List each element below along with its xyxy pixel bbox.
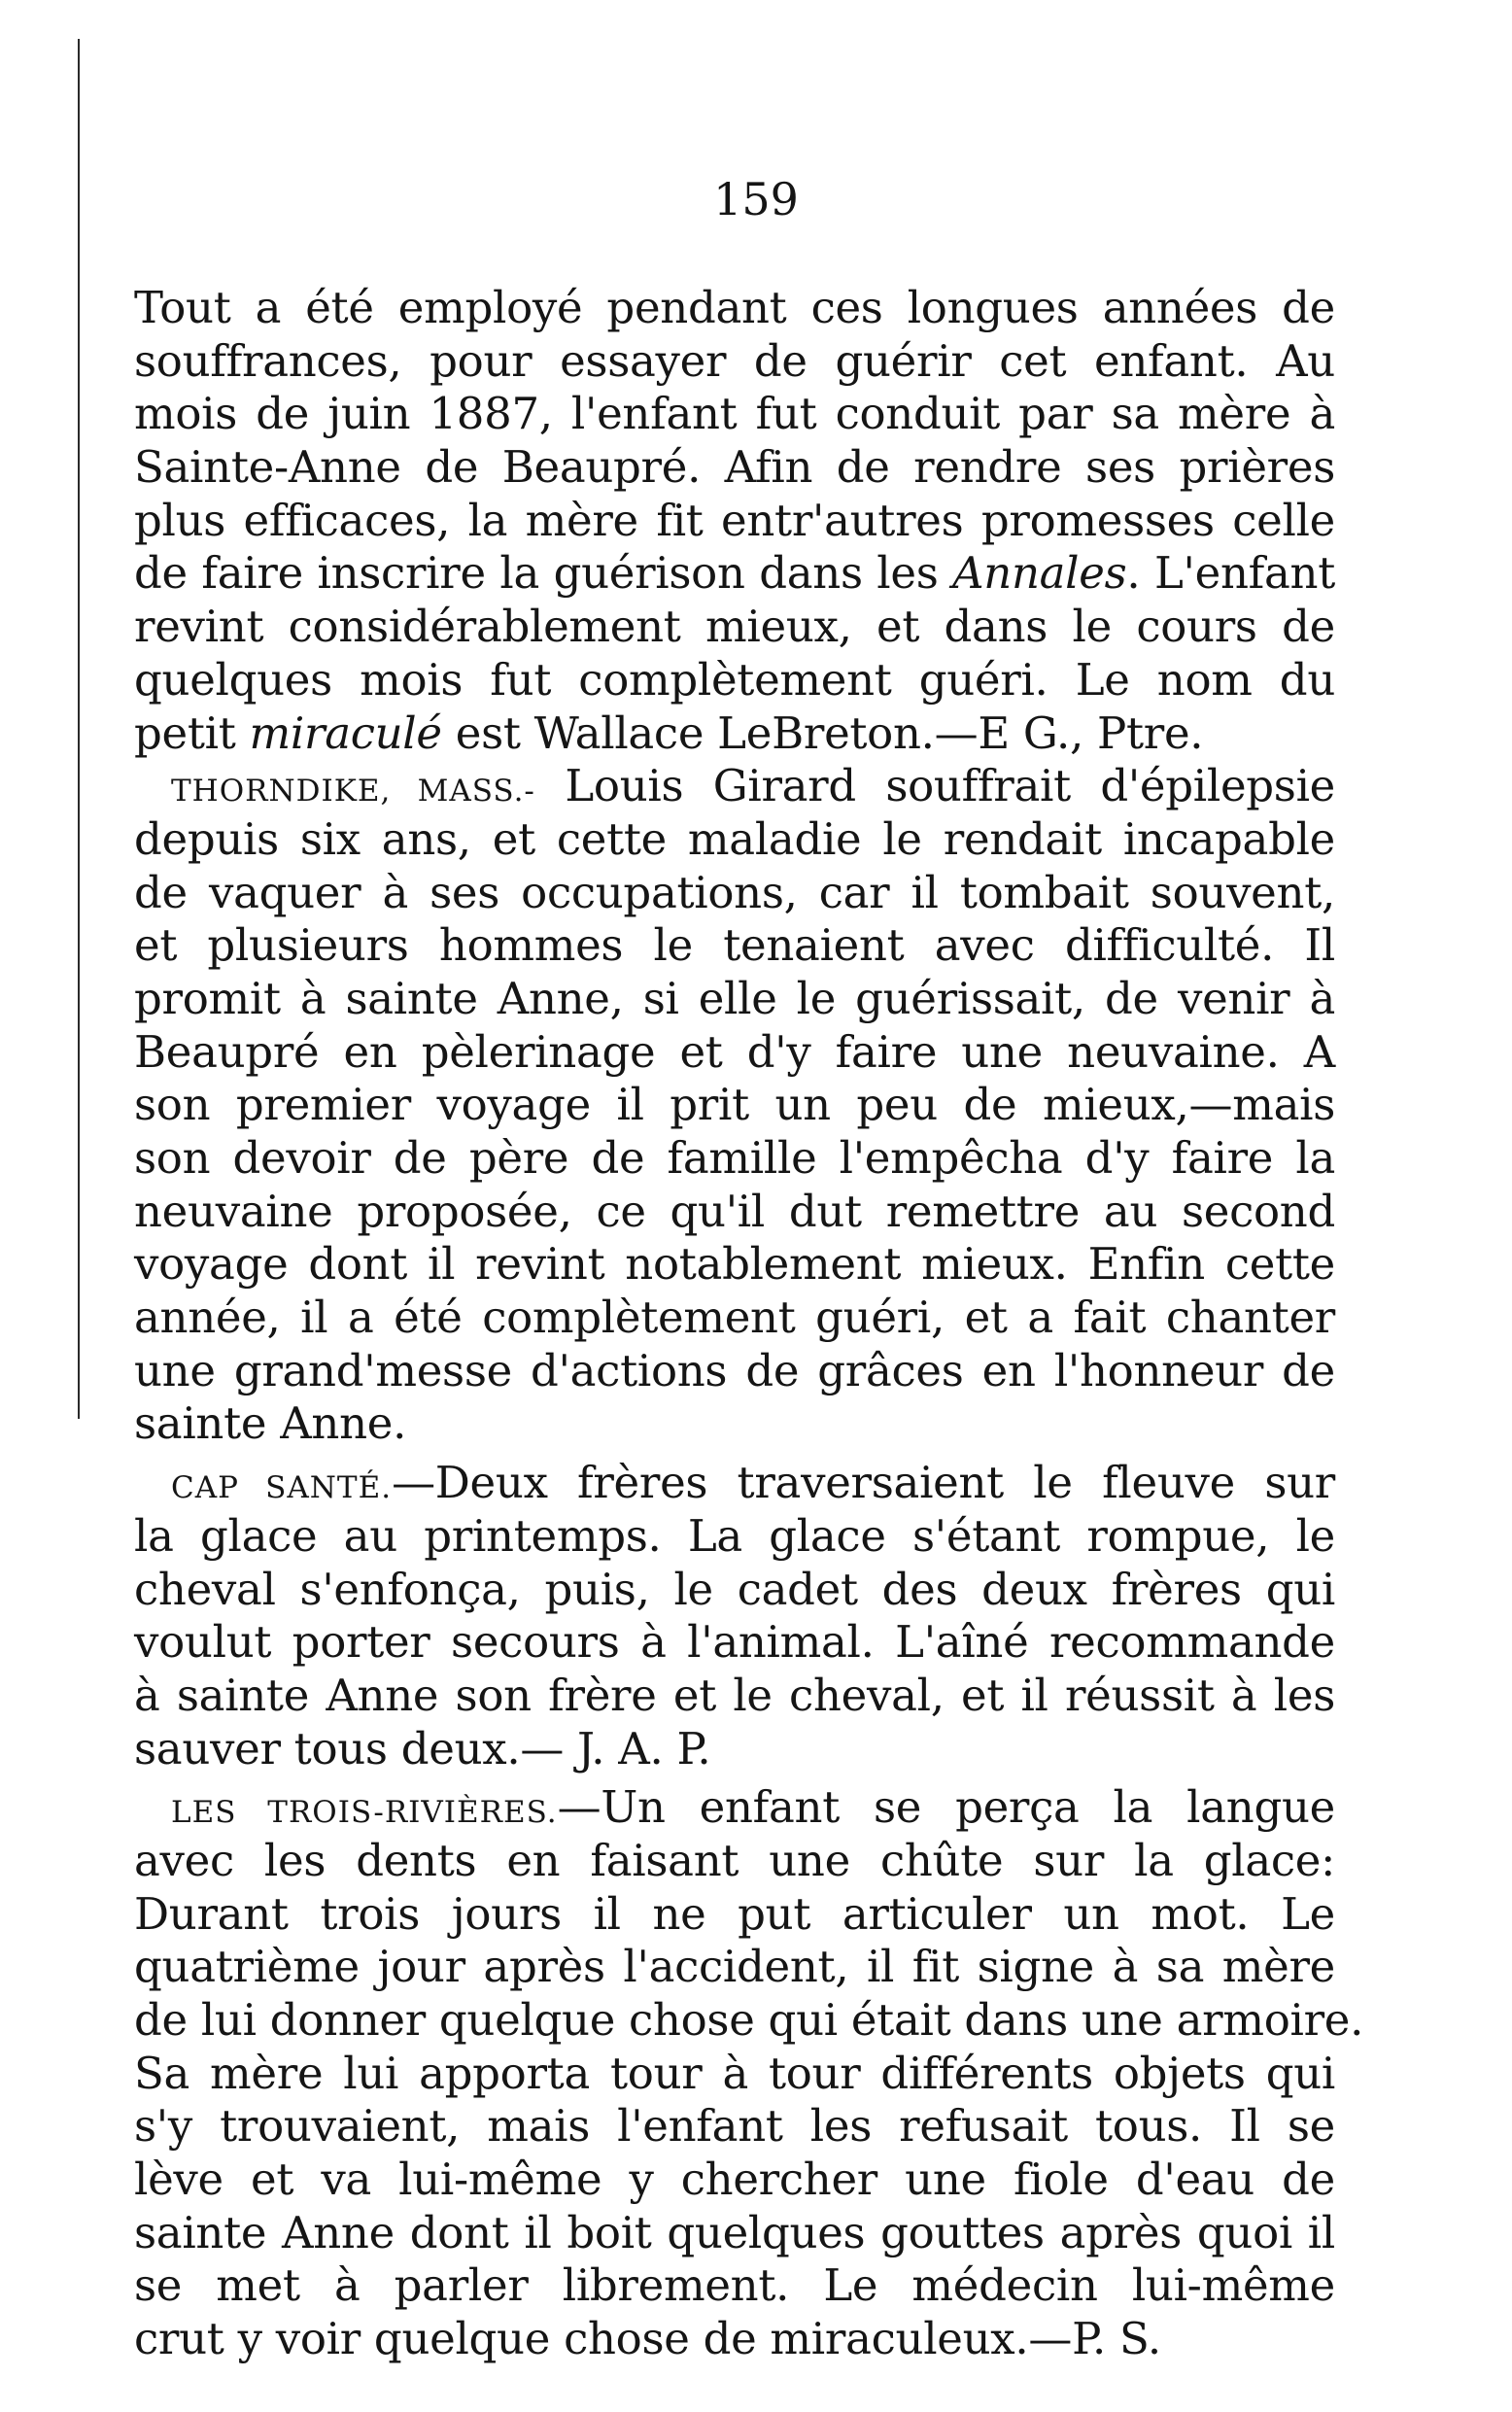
text-line: crut y voir quelque chose de miraculeux.—P. S. [134,2313,1161,2365]
text-line-with-heading [134,1781,1335,1835]
text-line: quatrième jour après l'accident, il fit signe à sa mère [134,1941,1335,1993]
text-line: Beaupré en pèlerinage et d'y faire une neuvaine. A [134,1025,1335,1078]
text-line: lève et va lui-même y chercher une fiole d'eau de [134,2154,1335,2206]
text-run: Louis Girard souffrait d'épilepsie [534,760,1335,812]
body-text [134,282,1364,2366]
text-line: Tout a été employé pendant ces longues années de [134,282,1335,333]
paragraph-wallace-lebreton [134,282,1335,760]
text-line: avec les dents en faisant une chûte sur la glace: [134,1834,1335,1886]
text-line: sainte Anne. [134,1397,407,1450]
text-line: voyage dont il revint notablement mieux. Enfin cette [134,1238,1335,1291]
text-line: année, il a été complètement guéri, et a fait chanter [134,1292,1335,1344]
text-line-with-heading [134,1457,1335,1510]
text-line: se met à parler librement. Le médecin lui-même [134,2259,1335,2312]
text-line: souffrances, pour essayer de guérir cet enfant. Au [134,334,1335,387]
text-line: Sa mère lui apporta tour à tour différents objets qui [134,2047,1335,2099]
text-line: son devoir de père de famille l'empêcha d'y faire la [134,1132,1335,1184]
text-run: —Un enfant se perça la langue [557,1781,1335,1834]
paragraph-thorndike [134,760,1335,1451]
text-line: sainte Anne dont il boit quelques gouttes après quoi il [134,2206,1335,2258]
place-heading: CAP SANTÉ. [171,1470,393,1506]
text-line: et plusieurs hommes le tenaient avec difficulté. Il [134,919,1335,972]
text-line: sauver tous deux.— J. A. P. [134,1722,711,1775]
text-line: neuvaine proposée, ce qu'il dut remettre au second [134,1185,1335,1237]
text-line: promit à sainte Anne, si elle le guérissait, de venir à [134,972,1335,1024]
paragraph-trois-rivieres [134,1781,1364,2366]
text-line: Sainte-Anne de Beaupré. Afin de rendre ses prières [134,441,1335,494]
margin-rule [78,39,80,1419]
text-line: mois de juin 1887, l'enfant fut conduit par sa mère à [134,388,1335,440]
text-line: quelques mois fut complètement guéri. Le nom du [134,653,1335,706]
text-line: de vaquer à ses occupations, car il tombait souvent, [134,866,1335,918]
text-line: depuis six ans, et cette maladie le rendait incapable [134,812,1335,865]
text-line: cheval s'enfonça, puis, le cadet des deux frères qui [134,1563,1335,1615]
text-line: revint considérablement mieux, et dans le cours de [134,601,1335,653]
text-run: —Deux frères traversaient le fleuve sur [392,1457,1336,1509]
text-line: de faire inscrire la guérison dans les Annales. L'enfant [134,547,1335,600]
text-line: plus efficaces, la mère fit entr'autres promesses celle [134,494,1335,546]
text-line: à sainte Anne son frère et le cheval, et il réussit à les [134,1669,1335,1721]
text-line-with-heading [134,760,1335,813]
text-line: voulut porter secours à l'animal. L'aîné recommande [134,1616,1335,1669]
place-heading: LES TROIS-RIVIÈRES. [171,1795,558,1831]
text-line: son premier voyage il prit un peu de mieux,—mais [134,1079,1335,1131]
page-number: 159 [713,173,799,225]
text-line: la glace au printemps. La glace s'étant rompue, le [134,1509,1335,1562]
place-heading: THORNDIKE, MASS.- [171,774,535,810]
paragraph-cap-sante [134,1457,1335,1775]
text-line: de lui donner quelque chose qui était dans une armoire. [134,1994,1364,2046]
text-line: une grand'messe d'actions de grâces en l'honneur de [134,1344,1335,1396]
text-line: Durant trois jours il ne put articuler un mot. Le [134,1887,1335,1940]
text-line: petit miraculé est Wallace LeBreton.—E G., Ptre. [134,706,1204,759]
text-line: s'y trouvaient, mais l'enfant les refusait tous. Il se [134,2100,1335,2153]
